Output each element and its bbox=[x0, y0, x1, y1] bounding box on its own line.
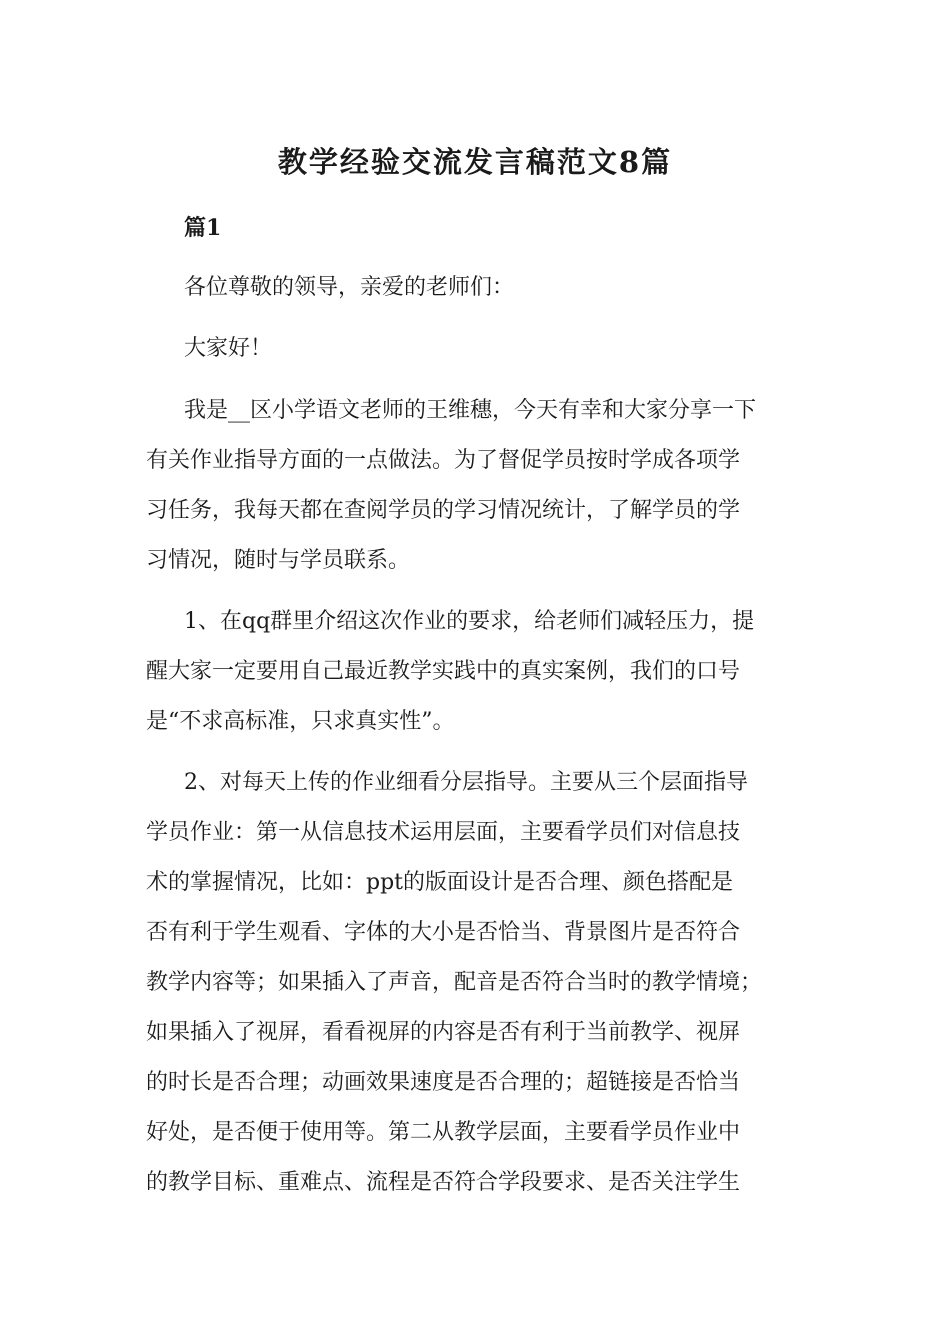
paragraph-line: 习任务，我每天都在查阅学员的学习情况统计，了解学员的学 bbox=[146, 498, 741, 523]
paragraph-line: 醒大家一定要用自己最近教学实践中的真实案例，我们的口号 bbox=[146, 659, 741, 684]
paragraph-line: 的时长是否合理；动画效果速度是否合理的；超链接是否恰当 bbox=[146, 1070, 741, 1095]
paragraph-line: 否有利于学生观看、字体的大小是否恰当、背景图片是否符合 bbox=[146, 920, 741, 945]
paragraph-line: 有关作业指导方面的一点做法。为了督促学员按时学成各项学 bbox=[146, 448, 741, 473]
paragraph-line: 1、在qq群里介绍这次作业的要求，给老师们减轻压力，提 bbox=[184, 609, 755, 634]
paragraph-line: 是“不求高标准，只求真实性”。 bbox=[146, 709, 455, 734]
paragraph-line: 教学内容等；如果插入了声音，配音是否符合当时的教学情境； bbox=[146, 970, 763, 995]
paragraph-line: 如果插入了视屏，看看视屏的内容是否有利于当前教学、视屏 bbox=[146, 1020, 741, 1045]
paragraph-line: 2、对每天上传的作业细看分层指导。主要从三个层面指导 bbox=[184, 770, 748, 795]
paragraph-line: 好处，是否便于使用等。第二从教学层面，主要看学员作业中 bbox=[146, 1120, 741, 1145]
document-title: 教学经验交流发言稿范文8篇 bbox=[277, 145, 673, 179]
paragraph-line: 的教学目标、重难点、流程是否符合学段要求、是否关注学生 bbox=[146, 1170, 741, 1195]
paragraph-line: 学员作业：第一从信息技术运用层面，主要看学员们对信息技 bbox=[146, 820, 741, 845]
paragraph-line: 我是__区小学语文老师的王维穗，今天有幸和大家分享一下 bbox=[184, 398, 757, 423]
greeting-line: 大家好！ bbox=[184, 336, 273, 361]
salutation-line: 各位尊敬的领导，亲爱的老师们： bbox=[184, 275, 515, 300]
paragraph-line: 术的掌握情况，比如：ppt的版面设计是否合理、颜色搭配是 bbox=[146, 870, 734, 895]
paragraph-line: 习情况，随时与学员联系。 bbox=[146, 548, 411, 573]
section-heading: 篇1 bbox=[184, 215, 222, 241]
